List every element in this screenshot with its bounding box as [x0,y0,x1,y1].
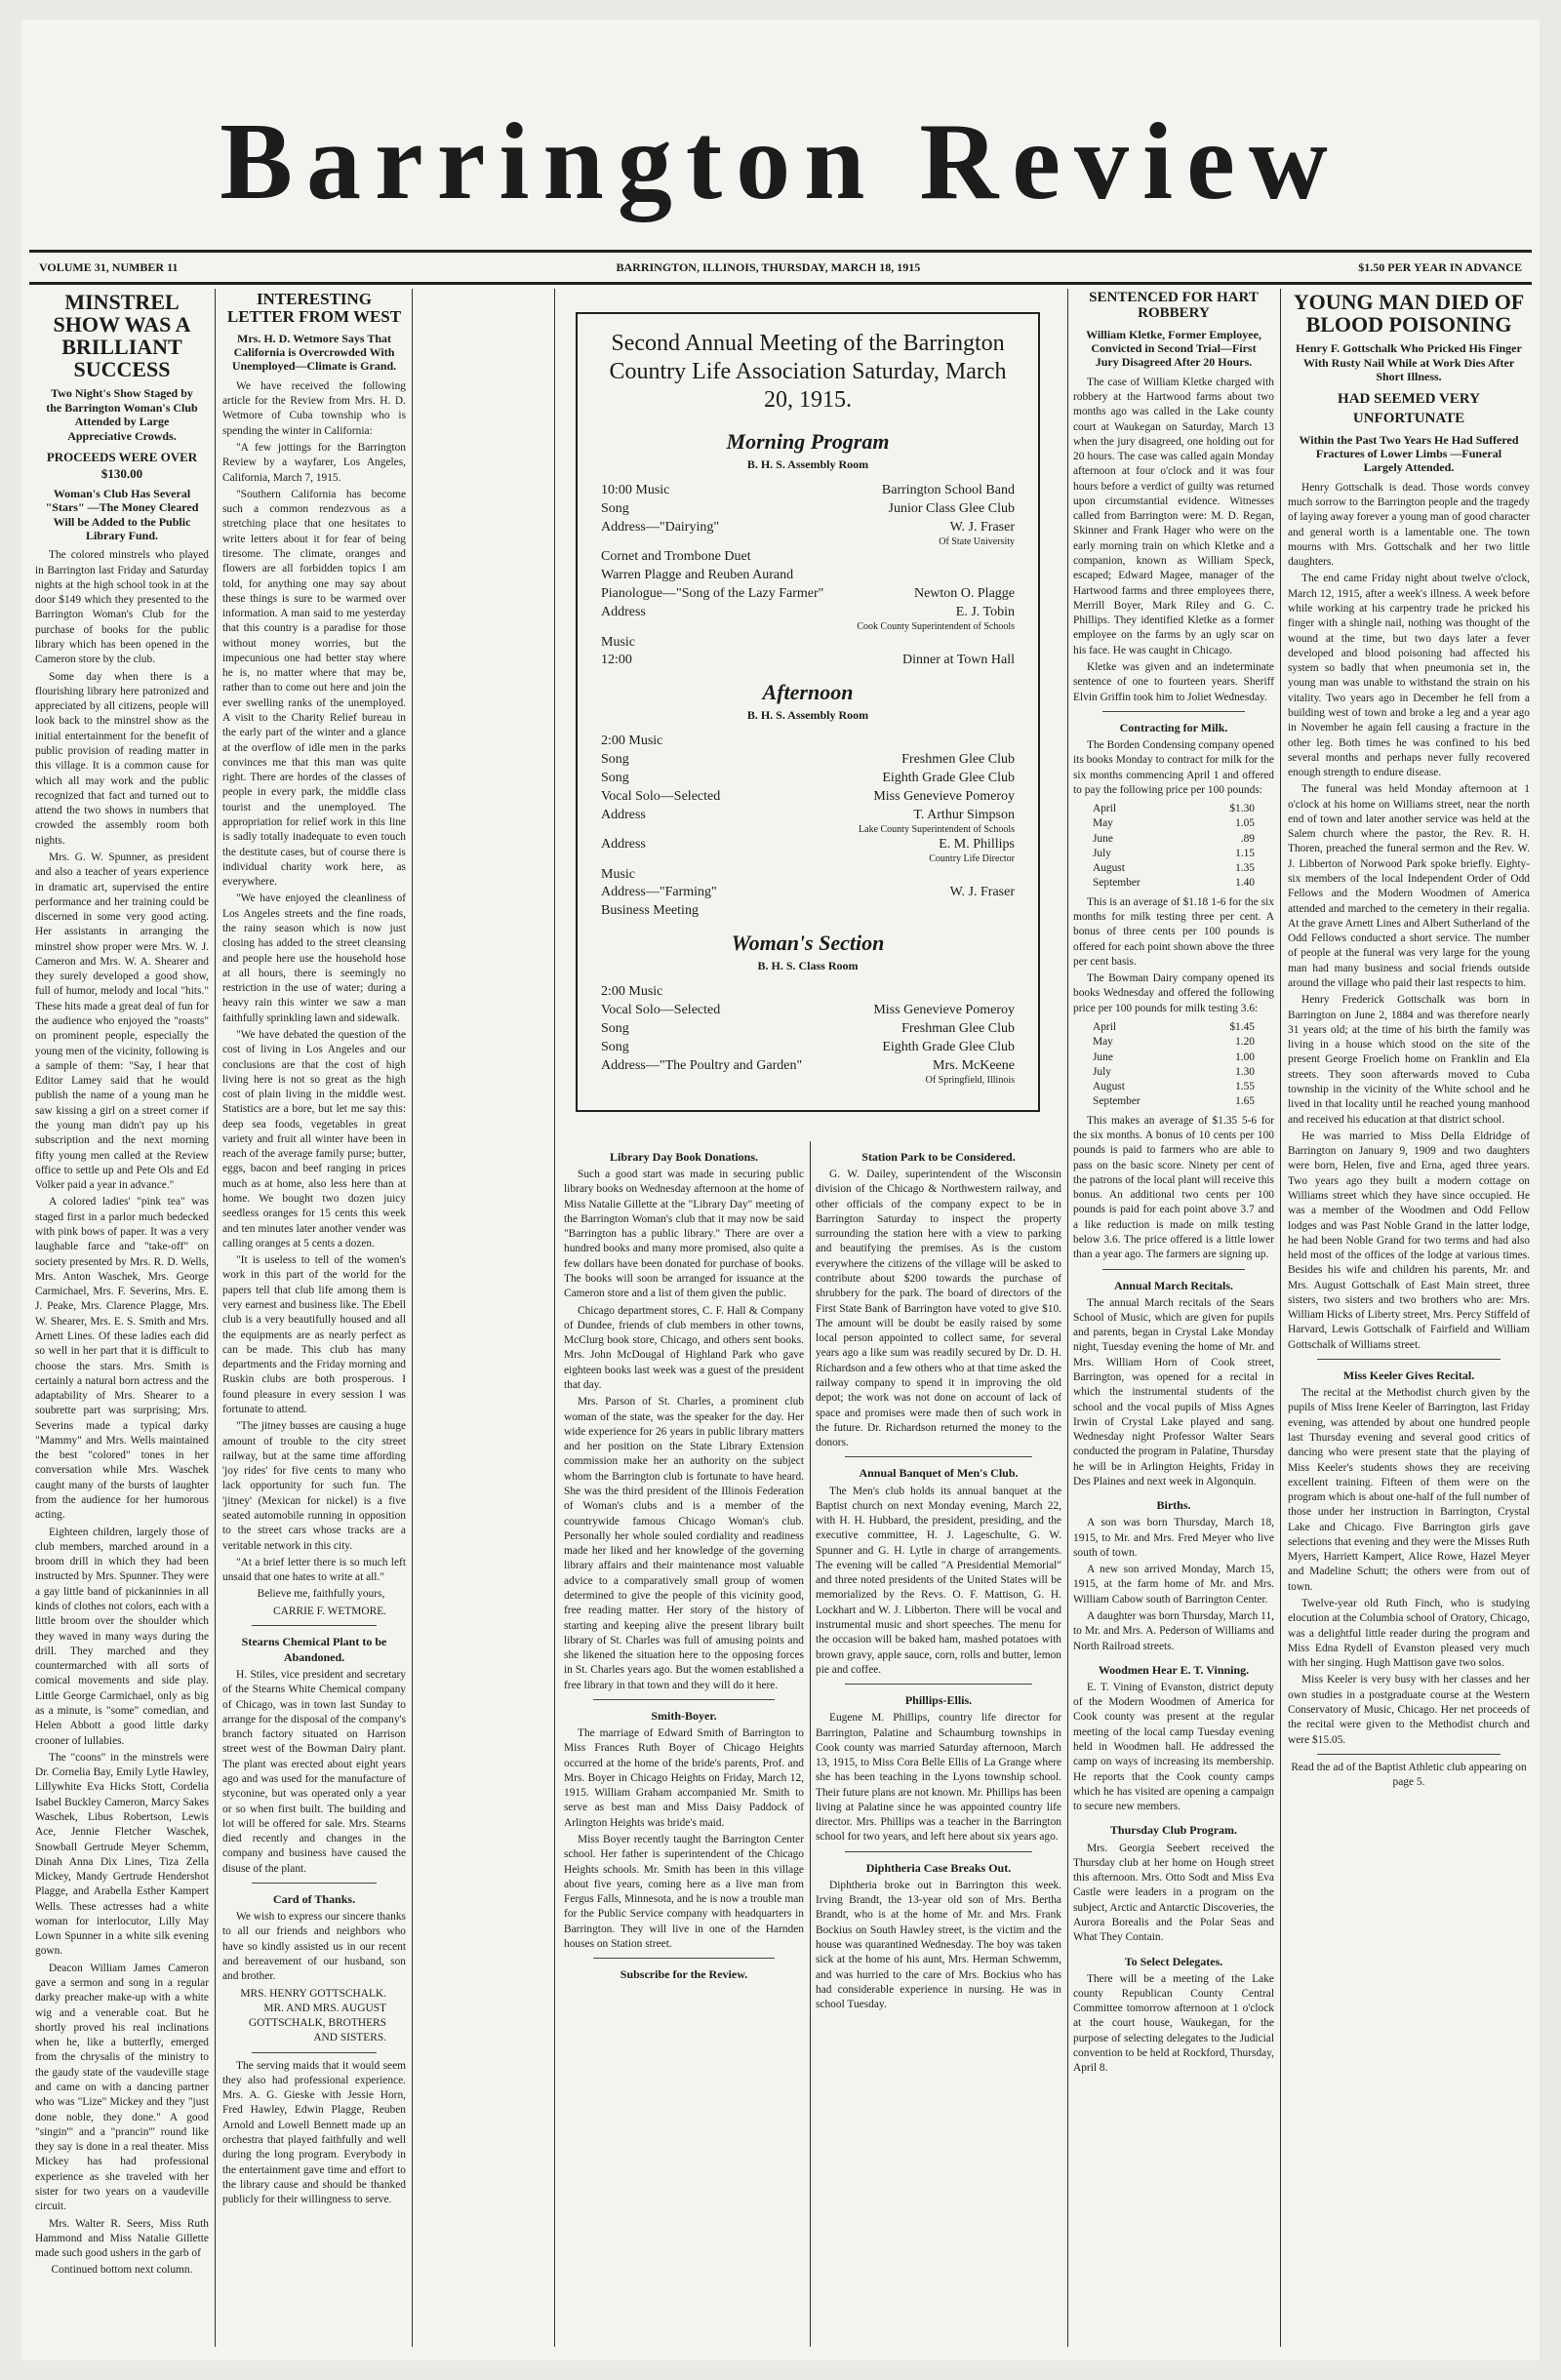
price-value: 1.15 [1235,847,1255,859]
masthead: Barrington Review [220,101,1341,222]
program-item: Song [601,752,629,768]
column-3 [564,1141,804,2347]
newspaper-page [21,20,1540,2360]
price-value: 1.30 [1235,1065,1255,1078]
letter-headline: INTERESTING LETTER FROM WEST [226,290,402,326]
letter-deck: Mrs. H. D. Wetmore Says That California is Overcrowded With Unemployed—Climate is Grand. [231,331,397,374]
column-rule [412,289,413,2347]
program-row [601,902,1015,921]
program-performer: Mrs. McKeene [933,1057,1015,1073]
program-box [576,312,1040,1112]
price-value: 1.40 [1235,877,1255,890]
program-row [601,733,1015,751]
price-value: 1.00 [1235,1051,1255,1063]
library-headline: Library Day Book Donations. [609,1150,759,1164]
blood-poisoning-subhead: HAD SEEMED VERY UNFORTUNATE [1338,391,1480,427]
article-paragraph: We have received the following article for the Review from Mrs. H. D. Wetmore of Cuba township who is spending the winter in California: [222,379,406,437]
divider [252,1883,377,1884]
price-row [1093,861,1255,876]
divider [1102,1269,1245,1270]
bowman-price-table [1093,1020,1255,1110]
article-paragraph: There will be a meeting of the Lake county Republican County Central Committee tomorrow afternoon at 1 o'clock at the court house, Waukegan, for the purpose of selecting delegates to the Judicial convention to be held at Rockford, Thursday, April 8. [1073,1972,1274,2075]
program-row [601,866,1015,885]
robbery-deck: William Kletke, Former Employee, Convicted in Second Trial—First Jury Disagreed After 20 Hours. [1086,327,1261,370]
program-item: Cornet and Trombone Duet [601,549,751,565]
afternoon-heading: Afternoon [762,680,854,705]
divider [593,1958,775,1959]
minstrel-deck-2: Woman's Club Has Several "Stars" —The Money Cleared Will be Added to the Public Library Fund. [45,486,199,542]
article-paragraph: "The jitney busses are causing a huge amount of trouble to the city street railway, but at the same time affording 'joy rides' for five cents to many who lack opportunity for such fun. The 'jitney' (Mexican for nickel) is a five seated automobile running in opposition to the street cars whose tracks are a veritable network in this city. [222,1420,406,1552]
volume-number: VOLUME 31, NUMBER 11 [39,259,179,274]
article-paragraph: A new son arrived Monday, March 15, 1915, at the farm home of Mr. and Mrs. William Cabow south of Barrington Center. [1073,1564,1274,1606]
price-month: May [1093,1036,1113,1049]
program-item: Warren Plagge and Reuben Aurand [601,568,794,583]
article-paragraph: "We have debated the question of the cost of living in Los Angeles and our conclusions are that the cost of high living here is not so great as the high cost of plain living in the middle west. Statistics are a bore, but let me say this: deep sea foods, vegetables in great variety and fruit all winter have been in reach of the average family purse; butter, eggs, bacon and beef ranging in prices much as at home, also less here than at home. We bought two dozen juicy seedless oranges for 15 cents this week and ten minutes later another vender was calling oranges at 5 cents a dozen. [222,1028,406,1250]
article-paragraph: The colored minstrels who played in Barrington last Friday and Saturday nights at the high school took in at the door $149 which they presented to the Barrington Woman's Club for the purchase of books for the public library which has been opened in the Cameron store by the club. [35,549,209,666]
column-rule [554,289,555,2347]
column-2 [222,289,406,2347]
article-paragraph: He was married to Miss Della Eldridge of Barrington on January 9, 1909 and two daughters were born, Helen, five and Erna, aged three years. Two years ago they built a modern cottage on Williams street which they have since occupied. He was a member of the Woodmen and Odd Fellow lodges and was Past Noble Grand in the latter lodge, he had been Noble Grand for two terms and had also held most of the offices of the lodge at various times. Besides his wife and children his parents, Mr. and Mrs. August Gottschalk of East Main street, three sisters, two sisters and two brothers who are: Mrs. William Hicks of Liberty street, Mrs. Percy Stiffeld of Harvard, Lewis Gottschalk of Fairfield and William Gottschalk of Williams street. [1288,1130,1530,1351]
program-row [601,1002,1015,1020]
divider [845,1684,1032,1685]
price-month: August [1093,862,1125,875]
divider [1102,711,1245,712]
card-of-thanks-headline: Card of Thanks. [272,1892,356,1907]
article-paragraph: The end came Friday night about twelve o'clock, March 12, 1915, after a week's illness. A week before while working at his carpentry trade he pricked his finger with a shingle nail, nothing was thought of the wound at the time, but two days later a fever developed and blood poisoning had affected his system so badly that when pneumonia set in, the young man was unable to withstand the strain on his vitality. Two years ago in December he fell from a building west of town and broke a leg and a year ago in November he again fell causing a fracture in the other leg. Both times he was confined to his bed several months and perhaps never fully recovered enough strength to endure disease. [1288,573,1530,779]
divider [845,1456,1032,1457]
afternoon-room: B. H. S. Assembly Room [746,707,869,722]
dateline [29,250,1532,285]
program-row [601,1039,1015,1057]
program-row: Cook County Superintendent of Schools [857,621,1015,632]
column-4 [816,1141,1061,2347]
program-row: Lake County Superintendent of Schools [859,823,1015,835]
program-item: 2:00 Music [601,984,663,1000]
diphtheria-headline: Diphtheria Case Breaks Out. [865,1860,1012,1875]
borden-price-table [1093,802,1255,892]
article-paragraph: The funeral was held Monday afternoon at 1 o'clock at his home on Williams street, near the north end of town and later another service was held at the Salem church where the pastor, the Rev. R. H. Thoren, preached the funeral sermon and the Rev. W. J. Libberton of Norwood Park spoke briefly. Eighty-six members of the local Independent Order of Odd Fellows and the Modern Woodmen of America attended and marched to the cemetery in their regalia. At the grave Arnett Lines and Albert Sutherland of the Odd Fellows conducted a short service. The number of people at the funeral was very large for the young man had many business and social friends outside around the village who paid their last respects to him. [1288,783,1530,989]
price-month: April [1093,803,1117,815]
program-performer: Junior Class Glee Club [888,501,1015,517]
program-row [601,585,1015,604]
article-paragraph: Henry Gottschalk is dead. Those words convey much sorrow to the Barrington people and the tragedy of laying away forever a young man of good character and general worth is a lamentable one. The town mourns with Mrs. Gottschalk and her two little daughters. [1288,481,1530,569]
article-paragraph: Eugene M. Phillips, country life director for Barrington, Palatine and Schaumburg townships in Cook county was married Saturday afternoon, March 13, 1915, to Miss Cora Belle Ellis of La Grange where she has been teaching in the Lyons township school. Their future plans are not known. Mr. Phillips has been living at Palatine since he was appointed country life director. Mrs. Phillips was a teacher in the Barrington school for two years, and left here about six years ago. [816,1712,1061,1844]
program-item: 2:00 Music [601,734,663,749]
article-paragraph: H. Stiles, vice president and secretary of the Stearns White Chemical company of Chicago, was in town last Sunday to arrange for the disposal of the company's branch factory situated on Harrison street west of the Bowman Dairy plant. The plant was erected about eight years ago and was used for the manufacture of styconine, but was operated only a year or so when first built. The building and lot will be offered for sale. Mrs. Stearns died recently and changes in the company and business have caused the disuse of the plant. [222,1669,406,1875]
price-row [1093,816,1255,831]
article-paragraph: Diphtheria broke out in Barrington this week. Irving Brandt, the 13-year old son of Mrs. Bertha Brandt, who is at the home of Mr. and Mrs. Frank Bockius on South Hawley street, is the victim and the house was quarantined Wednesday. The boy was taken sick at the home of his aunt, Mrs. Herman Schwemm, and was hurried to the care of Mrs. Bockius who has had considerable experience in nursing. He was in school Tuesday. [816,1879,1061,2011]
program-row [601,652,1015,670]
article-paragraph: The serving maids that it would seem they also had professional experience. Mrs. A. G. Gieske with Jessie Horn, Fred Hawley, Edwin Plagge, Reuben Arnold and Lowell Bennett made up an orchestra that played faithfully and well during the long program. Everybody in the entertainment gave time and effort to the library cause and should be thanked publicly for their willingness to serve. [222,2059,406,2206]
article-paragraph: The marriage of Edward Smith of Barrington to Miss Frances Ruth Boyer of Chicago Heights occurred at the home of the bride's parents, Prof. and Mrs. Boyer in Chicago Heights on Friday, March 12, 1915. William Graham accompanied Mr. Smith to serve as best man and Miss Daisy Paddock of Arlington Heights was bride's maid. [564,1727,804,1829]
program-performer: Freshman Glee Club [901,1020,1015,1036]
place-date: BARRINGTON, ILLINOIS, THURSDAY, MARCH 18, 1915 [616,259,921,274]
price-month: September [1093,1095,1141,1108]
program-performer: Freshmen Glee Club [901,752,1015,768]
program-item: 10:00 Music [601,483,670,498]
article-paragraph: "At a brief letter there is so much left unsaid that one hates to write at all." [222,1556,406,1584]
price-month: September [1093,877,1141,890]
price-row [1093,802,1255,816]
program-row [601,634,1015,653]
program-item: Address [601,807,646,822]
program-item: Vocal Solo—Selected [601,1002,721,1017]
price-row [1093,876,1255,891]
price-value: $1.45 [1229,1021,1255,1033]
article-paragraph: E. T. Vining of Evanston, district deputy of the Modern Woodmen of America for Cook county was present at the regular meeting of the local camp Tuesday evening held in Woodmen hall. He addressed the camp on ways of increasing its membership. He reports that the Cook county camps which he has visited are opening a campaign to secure new members. [1073,1681,1274,1813]
program-item: Music [601,634,635,650]
program-item: Address—"Dairying" [601,520,720,536]
price-row [1093,1080,1255,1094]
article-paragraph: Such a good start was made in securing public library books on Wednesday afternoon at the home of Miss Natalie Gillette at the "Library Day" meeting of the Barrington Woman's club that it may now be said "Barrington has a public library." There are over a hundred books and many more promised, also quite a few dollars have been donated for purchase of books. The books will soon be arranged for issuance at the Cameron store and a list of them given the public. [564,1169,804,1300]
program-row: Country Life Director [929,853,1015,864]
article-paragraph: "We have enjoyed the cleanliness of Los Angeles streets and the fine roads, the rainy season which is now just closing has added to the street cleansing and people here use the household hose at all hours, there is seemingly no restriction in the use of water; during a heavy rain this winter we saw a man faithfully sprinkling lawn and sidewalk. [222,892,406,1024]
program-row [601,482,1015,500]
article-paragraph: The recital at the Methodist church given by the pupils of Miss Irene Keeler of Barrington, last Friday evening, was attended by about one hundred people last Thursday evening and several good critics of dancing who were present state that the playing of Miss Keeler's students shows they are receiving excellent training. Fifteen of them were on the program which is about one-half of the full number of those under her instruction in Barrington, Crystal Lake and Chicago. Five Barrington girls gave selections that evening and they were the Misses Ruth Myers, Harriett Kampert, Alice Rowe, Hazel Meyer and Madeline Schutt; the others were from out of town. [1288,1387,1530,1593]
article-paragraph: Deacon William James Cameron gave a sermon and song in a regular darky preacher make-up with a white wig and a venerable coat. But he shortly proved his real inclinations when he, like a butterfly, emerged from the chrysalis of the ministry to the gaudy state of the vaudeville stage and came on with a dancing partner who was "Lize" Mickey and they "just done noble, they done." A good "singin'" and a "prancin'" round like they say is done in a real theater. Miss Mickey has had professional experience as she traveled with her sister for two years on a vaudeville circuit. [35,1962,209,2213]
morning-room: B. H. S. Assembly Room [746,457,869,472]
womans-program-list [601,983,1015,1087]
minstrel-deck: Two Night's Show Staged by the Barrington Woman's Club Attended by Large Appreciative Crowds. [46,386,198,443]
price-month: July [1093,847,1111,859]
article-paragraph: This is an average of $1.18 1-6 for the six months for milk testing three per cent. A bonus of three cents per 100 pounds is offered for each point shown above the three per cent basis. [1073,895,1274,968]
column-5 [1073,289,1274,2347]
program-row [601,983,1015,1002]
woodmen-headline: Woodmen Hear E. T. Vinning. [1098,1662,1250,1677]
program-row [601,1020,1015,1039]
column-rule [1280,289,1281,2347]
program-row [601,788,1015,807]
program-row [601,884,1015,902]
price-value: 1.55 [1235,1081,1255,1093]
article-paragraph: "It is useless to tell of the women's work in this part of the world for the papers tell that club life among them is very earnest and business like. The Ebell club is a very beautifully housed and all the equipments are as nearly perfect as can be made. This club has many departments and the Friday morning and Ruskin clubs are both prosperous. I found pleasure in every session I was fortunate to attend. [222,1254,406,1415]
program-item: Address—"Farming" [601,885,717,900]
article-paragraph: Chicago department stores, C. F. Hall & Company of Dundee, friends of club members in other towns, McClurg book store, Chicago, and others sent books. Mrs. John McDougal of Highland Park who gave eighteen books last week was a guest of the president that day. [564,1304,804,1392]
article-paragraph: "Southern California has become such a common rendezvous as a stretching place that one hesitates to write letters about it for fear of being tiresome. The climate, oranges and flowers are all forbidden topics I am told, for anything one may say about these things is sure to be warmed over information. A man said to me yesterday that this country is a paradise for those without money worries, but the impecunious one had better stay where he is, no matter where that may be, rather than to come out here and join the ever swelling ranks of the unemployed. A visit to the Charity Relief bureau in the early part of the winter and a glance at the overflow of idle men in the parks convinces me that this man was quite right. There are hordes of the classes of people in every park, the middle class tourist and the unemployed. The appropriation for relief work in this line is sadly totally inadequate to even touch the destitute cases, but of course there is individual charity work here, as everywhere. [222,488,406,889]
divider [593,1699,775,1700]
article-paragraph: The Borden Condensing company opened its books Monday to contract for milk for the six months commencing April 1 and offered to pay the following price per 100 pounds: [1073,738,1274,796]
price-row [1093,1094,1255,1109]
morning-program-heading: Morning Program [726,429,890,455]
price-value: $1.30 [1229,803,1255,815]
article-paragraph: Mrs. Parson of St. Charles, a prominent club woman of the state, was the speaker for the day. Her wide experience for 26 years in public library matters and her position on the State Library Extension commission make her an authority on the subject whom the Barrington club is fortunate to have heard. She was the third president of the Illinois Federation of Woman's clubs and is a member of the countrywide famous Chicago Woman's club. Personally her whole souled cordiality and readiness made her liked and her knowledge of the governing library affairs and their maintenance most valuable advice to a comparatively small group of women determined to give the people of this vicinity good, free reading matter. Her story of the history of starting and keeping alive the present library built library of St. Charles was full of amusing points and she likened the situation here to the opposing forces in St. Charles years ago. But the women established a free library in that town and they will do it here. [564,1396,804,1691]
price-month: August [1093,1081,1125,1093]
letter-signature: CARRIE F. WETMORE. [273,1605,386,1617]
price-month: June [1093,1051,1113,1063]
program-performer: Miss Genevieve Pomeroy [873,788,1015,804]
divider [252,2052,377,2053]
program-item: Song [601,1020,629,1036]
continued-note: Continued bottom next column. [51,2264,193,2277]
program-row [601,548,1015,567]
smith-boyer-headline: Smith-Boyer. [651,1708,717,1723]
price-value: 1.05 [1235,817,1255,830]
program-item: Address—"The Poultry and Garden" [601,1057,803,1073]
article-paragraph: Eighteen children, largely those of club members, marched around in a broom drill in which they had been instructed by Mrs. Spunner. They were a gay little band of pickaninnies in all kinds of clothes not colors, each with a little broom over the shoulder which they waved in many ways during the drill. They marched and they countermarched with all sorts of comical movements and side play. Little George Carmichael, only as big as a minute, is "some" comedian, and Helen Abbott a good little darky crooner of lullabies. [35,1526,209,1747]
program-performer: Miss Genevieve Pomeroy [873,1002,1015,1017]
ad-notice: Read the ad of the Baptist Athletic club appearing on page 5. [1291,1761,1527,1789]
delegates-headline: To Select Delegates. [1124,1954,1223,1968]
program-item: 12:00 [601,653,632,668]
program-item: Vocal Solo—Selected [601,788,721,804]
robbery-headline: SENTENCED FOR HART ROBBERY [1089,290,1259,321]
article-paragraph: The "coons" in the minstrels were Dr. Cornelia Bay, Emily Lytle Hawley, Lillywhite Eva Hicks Stott, Cordelia Isabel Buckley Cameron, Marcy Sakes Waschek, Libus Robertson, Lewis Ace, Jennie Fletcher Waschek, Snowball Gertrude Meyer Schemm, Dinah Anna Dix Lines, Tiza Zella Mickey, Mandy Gertrude Hendershot Plagge, and Arabella Esther Kampert Wells. These actresses had a white woman for interlocutor, Lilly May Lown Spunner in a white silk evening gown. [35,1751,209,1958]
article-paragraph: A son was born Thursday, March 18, 1915, to Mr. and Mrs. Fred Meyer who live south of town. [1073,1517,1274,1559]
morning-program-list [601,482,1015,670]
column-1 [35,289,209,2347]
program-performer: Newton O. Plagge [913,586,1015,602]
divider [1317,1359,1501,1360]
program-performer: Dinner at Town Hall [901,653,1015,668]
article-paragraph: Miss Keeler is very busy with her classes and her own studies in a postgraduate course at the Western Conservatory of Music, Chicago. Her net proceeds of the recital were given to the Methodist church and were $15.05. [1288,1674,1530,1746]
article-paragraph: A colored ladies' "pink tea" was staged first in a parlor much bedecked with pink bows of paper. It was a very laughable farce and "take-off" on society presented by Mrs. R. D. Wells, Mrs. Anton Waschek, Mrs. George Carmichael, Mrs. F. Severins, Mrs. E. J. Peake, Mrs. Clarence Plagge, Mrs. W. Shearer, Mrs. E. S. Smith and Mrs. Arnett Lines. Of these ladies each did so well in her part that it is difficult to choose the stars. Mrs. Smith is certainly a natural born actress and the adaptability of Mrs. Shearer to a soubrette part was surprising; Mrs. Severins made a typical darky "Mammy" and Mrs. Wells maintained the best "colored" tones in her conversation while Mrs. Waschek caught many of the bursts of laughter from the audience for her humorous acting. [35,1196,209,1522]
program-row: Of Springfield, Illinois [925,1074,1015,1086]
price-month: July [1093,1065,1111,1078]
price-row [1093,832,1255,847]
article-paragraph: The annual March recitals of the Sears School of Music, which are given for pupils and parents, began in Crystal Lake Monday night, Tuesday evening the home of Mr. and Mrs. William Horn of Cook street, Barrington, was opened for a recital in which the instrumental students of the school and the vocal pupils of Miss Agnes Irwin of Crystal Lake played and sang. Wednesday night Professor Walter Sears conducted the program in Palatine, Thursday he will be in Arlington Heights, Friday in Des Plaines and next week in Algonquin. [1073,1296,1274,1488]
price-month: May [1093,817,1113,830]
price-value: 1.20 [1235,1036,1255,1049]
article-paragraph: Believe me, faithfully yours, [257,1588,385,1601]
blood-poisoning-deck-2: Within the Past Two Years He Had Suffered Fractures of Lower Limbs —Funeral Largely Attended. [1299,432,1519,475]
program-row [601,751,1015,770]
program-item: Song [601,501,629,517]
program-performer: Eighth Grade Glee Club [882,770,1015,785]
price-month: April [1093,1021,1117,1033]
price-row [1093,1035,1255,1050]
article-paragraph: A daughter was born Thursday, March 11, to Mr. and Mrs. A. Pederson of Williams and North Railroad streets. [1073,1610,1274,1652]
price-value: .89 [1240,832,1255,845]
article-paragraph: "A few jottings for the Barrington Review by a wayfarer, Los Angeles, California, March 7, 1915. [222,441,406,484]
program-row [601,567,1015,585]
program-title: Second Annual Meeting of the Barrington Country Life Association Saturday, March 20, 1915. [609,331,1007,413]
phillips-ellis-headline: Phillips-Ellis. [904,1693,973,1708]
article-paragraph: Kletke was given and an indeterminate sentence of one to fourteen years. Sheriff Elvin Griffin took him to Joliet Wednesday. [1073,661,1274,703]
program-performer: W. J. Fraser [949,520,1015,536]
minstrel-headline: MINSTREL SHOW WAS A BRILLIANT SUCCESS [53,290,191,382]
price-row [1093,1020,1255,1035]
subscription-price: $1.50 PER YEAR IN ADVANCE [1358,259,1522,274]
article-paragraph: The case of William Kletke charged with robbery at the Hartwood farms about two months ago was called in the Lake county court at Waukegan on Saturday, March 13 when the jury disagreed, one holding out for 20 hours. The case was called again Monday afternoon at four o'clock and it was four hours before a verdict of guilty was returned upon circumstantial evidence. Witnesses called from Barrington were: M. D. Regan, Skinner and Frank Hager who were on the early morning train on which Kletke and a companion, known as William Speck, escaped; Edward Magee, manager of the Hartwood farms and three employees there, Merrill Boyer, Mark Riley and G. C. Phillips. They identified Kletke as a former employee on the farms by an ugly scar on his face. He was caught in Chicago. [1073,376,1274,656]
blood-poisoning-deck: Henry F. Gottschalk Who Pricked His Finger With Rusty Nail While at Work Dies After Short Illness. [1296,341,1522,383]
program-performer: E. J. Tobin [955,605,1015,620]
column-rule [810,1141,811,2347]
price-month: June [1093,832,1113,845]
program-item: Address [601,837,646,853]
article-paragraph: Henry Frederick Gottschalk was born in Barrington on June 2, 1884 and was therefore nearly 31 years old; at the time of his birth the family was living in a house which stood on the site of the present George Froelich home on Franklin and Ela streets. They soon afterwards moved to Cuba township in the vicinity of the White school and he lived in that locality until he reached young manhood and received his education at that district school. [1288,994,1530,1126]
article-paragraph: We wish to express our sincere thanks to all our friends and neighbors who have so kindly assisted us in our recent and bereavement of our husband, son and brother. [222,1911,406,1983]
price-row [1093,1051,1255,1065]
program-performer: E. M. Phillips [939,837,1015,853]
program-performer: T. Arthur Simpson [913,807,1015,822]
article-paragraph: Some day when there is a flourishing library here patronized and appreciated by all citizens, people will look back to the minstrel show as the initial entertainment for the benefit of public provision of reading matter in this village. It is a common cause for which all may work and the public recognized that fact and turned out to attend the two shows in numbers that crowded the assembly room both nights. [35,670,209,847]
price-value: 1.65 [1235,1095,1255,1108]
divider [1317,1754,1501,1755]
article-paragraph: Twelve-year old Ruth Finch, who is studying elocution at the Columbia school of Oratory, Chicago, was a delightful little reader during the program and Miss Edna Rydell of Evanston pleased very much with her singing. Hugh Mattison gave two solos. [1288,1598,1530,1670]
program-performer: W. J. Fraser [949,885,1015,900]
article-paragraph: Mrs. Georgia Seebert received the Thursday club at her home on Hough street this afternoon. Mrs. Otto Sodt and Miss Eva Castle were leaders in a program on the subject, Arctic and Antarctic Discoveries, the Aurora Borealis and the Polar Seas and What They Contain. [1073,1842,1274,1944]
program-item: Pianologue—"Song of the Lazy Farmer" [601,586,824,602]
article-paragraph: The Bowman Dairy company opened its books Wednesday and offered the following price per 100 pounds for milk testing 3.6: [1073,972,1274,1014]
column-6 [1288,289,1530,2347]
price-value: 1.35 [1235,862,1255,875]
column-rule [215,289,216,2347]
mens-club-headline: Annual Banquet of Men's Club. [859,1466,1019,1481]
article-paragraph: The Men's club holds its annual banquet at the Baptist church on next Monday evening, March 22, with H. H. Hubbard, the president, presiding, and the executive committee, H. J. Lageschulte, G. W. Spunner and G. H. Lytle in charge of arrangements. The evening will be called "A Presidential Memorial" and three noted presidents of the United States will be memorialized by the Revs. O. F. Mattison, G. H. Lockhart and W. J. Libberton. There will be vocal and instrumental music and short speeches. The menu for the occasion will be baked ham, mashed potatoes with brown gravy, apple sauce, corn, rolls and butter, lemon pie and coffee. [816,1485,1061,1676]
births-headline: Births. [1156,1498,1191,1513]
article-paragraph: Mrs. G. W. Spunner, as president and also a teacher of years experience in dramatic art, supervised the entire performance and her training could be discerned in some very good acting. Her assistants in arranging the minstrel show proper were Mrs. W. J. Cameron and Mrs. W. A. Shearer and they surely developed a good show, full of humor, melody and local "hits." These hits made a great deal of fun for the audience who enjoyed the "roasts" on prominent people, especially the young men of the vicinity, following is a sample of them: "Say, I hear that Editor Lamey said that he would publish the name of a young man he saw kissing a girl on a street corner if the young man didn't pay up his subscription and the next morning fifty young men called at the Review office to settle up and Pete Ols and Ed Volker paid a year in advance." [35,851,209,1192]
womans-section-room: B. H. S. Class Room [757,958,859,972]
program-item: Music [601,866,635,882]
price-row [1093,1065,1255,1080]
program-item: Business Meeting [601,903,699,919]
womans-section-heading: Woman's Section [731,931,885,956]
article-paragraph: Mrs. Walter R. Seers, Miss Ruth Hammond and Miss Natalie Gillette made such good ushers in the garb of [35,2217,209,2260]
article-paragraph: G. W. Dailey, superintendent of the Wisconsin division of the Chicago & Northwestern railway, and other officials of the company expect to be in Barrington Saturday to inspect the property surrounding the station here with a view to parking and beautifying the premises. As is the custom everywhere the citizens of the village will be asked to contribute about $200 towards the purchase of shrubbery for the park. The board of directors of the First State Bank of Barrington have voted to give $10. The amount will be doubt be easily raised by some local person appointed to collect same, for several years ago a like sum was readily secured by Dr. D. H. Richardson and a few others who at that time asked the railway company to spend it in improving the old depot; the work was not done on account of lack of space and promises were made then of such work in the future. Dr. Richardson returned the money to the donors. [816,1169,1061,1449]
price-row [1093,847,1255,861]
program-row [601,500,1015,519]
article-paragraph: Miss Boyer recently taught the Barrington Center school. Her father is superintendent of the Chicago Heights schools. Mr. Smith has been in this village about five years, coming here as a live man from Fergus Falls, Minnesota, and he is now a trouble man for the Public Service company with headquarters in Barrington. They will live in one of the Harnden houses on Station street. [564,1833,804,1950]
minstrel-subhead: PROCEEDS WERE OVER $130.00 [46,449,198,482]
program-item: Address [601,605,646,620]
keeler-recital-headline: Miss Keeler Gives Recital. [1342,1368,1475,1383]
program-performer: Barrington School Band [881,483,1015,498]
blood-poisoning-headline: YOUNG MAN DIED OF BLOOD POISONING [1293,290,1525,337]
station-park-headline: Station Park to be Considered. [861,1150,1016,1164]
divider [252,1625,377,1626]
program-item: Song [601,1039,629,1054]
program-row: Of State University [939,536,1015,547]
thursday-club-headline: Thursday Club Program. [1109,1823,1238,1838]
program-row [601,770,1015,788]
card-signature: MRS. HENRY GOTTSCHALK. MR. AND MRS. AUGUST GOTTSCHALK, BROTHERS AND SISTERS. [240,1987,386,2044]
subscribe-notice: Subscribe for the Review. [620,1967,748,1982]
article-paragraph: This makes an average of $1.35 5-6 for the six months. A bonus of 10 cents per 100 pounds is paid to farmers who are able to pass on the basic score. Ninety per cent of the patrons of the local plant will receive this bonus. An additional two cents per 100 pounds is paid for each point above 3.7 and a like reduction is made on milk testing below 3.6. The price offered is a little lower than a year ago. The farmers are signing up. [1073,1114,1274,1261]
afternoon-program-list [601,733,1015,921]
stearns-headline: Stearns Chemical Plant to be Abandoned. [241,1634,387,1664]
divider [845,1851,1032,1852]
program-performer: Eighth Grade Glee Club [882,1039,1015,1054]
program-item: Song [601,770,629,785]
milk-headline: Contracting for Milk. [1119,720,1228,734]
recitals-headline: Annual March Recitals. [1113,1278,1234,1292]
column-rule [1067,289,1068,2347]
